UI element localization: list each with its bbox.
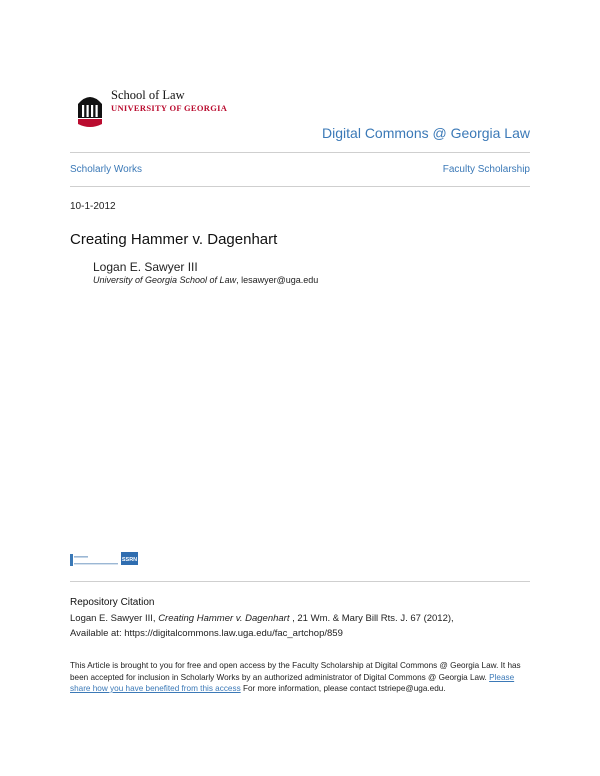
article-title: Creating Hammer v. Dagenhart — [70, 231, 278, 248]
faculty-scholarship-link[interactable]: Faculty Scholarship — [442, 164, 530, 175]
affiliation-name: University of Georgia School of Law — [93, 275, 237, 285]
author-name: Logan E. Sawyer III — [93, 260, 198, 274]
citation-author: Logan E. Sawyer III, — [70, 613, 159, 624]
access-notice-text: This Article is brought to you for free and open access by the Faculty Scholarship at Digital Commons @ Georgia Law. It has been accepted for inclusion in Scholarly Works by an authorized administrator of Digital Commons @ Georgia Law. — [70, 661, 521, 682]
badge-row — [70, 552, 140, 573]
citation-title: Creating Hammer v. Dagenhart — [158, 613, 290, 624]
repository-citation-text — [70, 611, 540, 641]
divider — [70, 152, 530, 153]
scholarly-works-link[interactable]: Scholarly Works — [70, 164, 143, 175]
share-benefit-link[interactable]: Please share how you have benefited from this access — [70, 672, 515, 693]
svg-text:SSRN: SSRN — [121, 557, 138, 563]
publication-date: 10-1-2012 — [70, 201, 116, 212]
repository-citation-heading: Repository Citation — [70, 597, 155, 608]
logo-line-university: UNIVERSITY OF GEORGIA — [111, 103, 228, 113]
contact-text: For more information, please contact tstriepe@uga.edu. — [240, 684, 446, 693]
bepress-badge-icon — [70, 554, 118, 566]
citation-availability: Available at: https://digitalcommons.law.uga.edu/fac_artchop/859 — [70, 628, 343, 639]
author-affiliation — [93, 275, 318, 285]
affiliation-separator: , — [236, 275, 242, 285]
divider — [70, 186, 530, 187]
uga-arch-logo — [76, 88, 104, 135]
divider — [70, 581, 530, 582]
ssrn-badge-icon — [121, 552, 138, 565]
citation-source: , 21 Wm. & Mary Bill Rts. J. 67 (2012), — [289, 613, 454, 624]
school-logo-text — [111, 89, 227, 114]
logo-line-school: School of Law — [111, 88, 185, 102]
access-notice — [70, 660, 532, 695]
author-email: lesawyer@uga.edu — [241, 275, 319, 285]
repository-home-link[interactable]: Digital Commons @ Georgia Law — [322, 125, 530, 141]
